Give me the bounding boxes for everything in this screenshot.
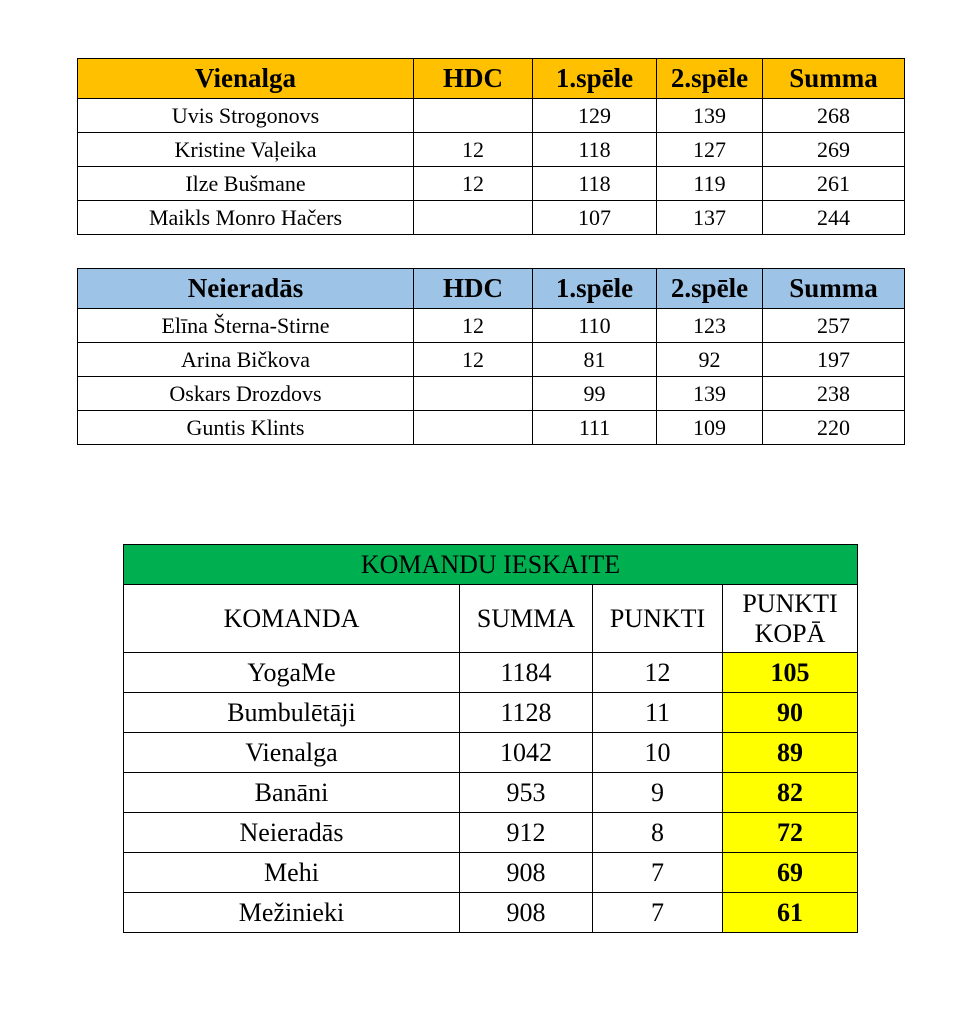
team-name: YogaMe	[124, 653, 460, 693]
table-row	[78, 133, 905, 167]
header-game2: 2.spēle	[657, 59, 763, 99]
player-name: Oskars Drozdovs	[78, 377, 414, 411]
table-row	[78, 411, 905, 445]
player-name: Ilze Bušmane	[78, 167, 414, 201]
player-hdc	[414, 99, 533, 133]
team-points: 7	[593, 893, 723, 933]
team-sum: 1042	[460, 733, 593, 773]
player-hdc	[414, 201, 533, 235]
team-name: Bumbulētāji	[124, 693, 460, 733]
table-row	[78, 343, 905, 377]
player-name: Elīna Šterna-Stirne	[78, 309, 414, 343]
player-sum: 257	[763, 309, 905, 343]
header-sum: Summa	[763, 269, 905, 309]
player-hdc	[414, 411, 533, 445]
table-row	[78, 99, 905, 133]
header-total-line1: PUNKTI	[742, 588, 838, 618]
player-game2: 137	[657, 201, 763, 235]
player-sum: 220	[763, 411, 905, 445]
standings-header-row	[124, 585, 858, 653]
header-points: PUNKTI	[593, 585, 723, 653]
team-table-vienalga	[77, 58, 905, 235]
team-total-points: 72	[723, 813, 858, 853]
team-total-points: 69	[723, 853, 858, 893]
player-game2: 109	[657, 411, 763, 445]
team-total-points: 90	[723, 693, 858, 733]
player-game1: 118	[533, 167, 657, 201]
team-name: Neieradās	[78, 269, 414, 309]
player-name: Guntis Klints	[78, 411, 414, 445]
header-team: KOMANDA	[124, 585, 460, 653]
table-row	[124, 693, 858, 733]
player-sum: 244	[763, 201, 905, 235]
team-points: 12	[593, 653, 723, 693]
team-name: Mežinieki	[124, 893, 460, 933]
player-hdc: 12	[414, 167, 533, 201]
team-points: 8	[593, 813, 723, 853]
player-game1: 110	[533, 309, 657, 343]
team-sum: 908	[460, 893, 593, 933]
player-name: Uvis Strogonovs	[78, 99, 414, 133]
team-header-row	[78, 59, 905, 99]
player-game2: 123	[657, 309, 763, 343]
player-sum: 197	[763, 343, 905, 377]
table-row	[124, 653, 858, 693]
player-hdc	[414, 377, 533, 411]
team-points: 10	[593, 733, 723, 773]
team-total-points: 89	[723, 733, 858, 773]
player-hdc: 12	[414, 133, 533, 167]
player-game2: 119	[657, 167, 763, 201]
player-game2: 92	[657, 343, 763, 377]
table-row	[124, 893, 858, 933]
team-name: Vienalga	[124, 733, 460, 773]
header-hdc: HDC	[414, 59, 533, 99]
team-name: Banāni	[124, 773, 460, 813]
table-row	[78, 377, 905, 411]
player-game1: 81	[533, 343, 657, 377]
team-sum: 1184	[460, 653, 593, 693]
header-hdc: HDC	[414, 269, 533, 309]
team-points: 11	[593, 693, 723, 733]
player-game2: 139	[657, 99, 763, 133]
header-total	[723, 585, 858, 653]
team-points: 9	[593, 773, 723, 813]
table-row	[78, 309, 905, 343]
player-name: Arina Bičkova	[78, 343, 414, 377]
table-row	[124, 853, 858, 893]
header-total-line2: KOPĀ	[754, 618, 826, 648]
table-row	[124, 733, 858, 773]
player-game1: 129	[533, 99, 657, 133]
header-game1: 1.spēle	[533, 269, 657, 309]
team-name: Neieradās	[124, 813, 460, 853]
team-points: 7	[593, 853, 723, 893]
player-name: Maikls Monro Hačers	[78, 201, 414, 235]
header-game2: 2.spēle	[657, 269, 763, 309]
team-header-row	[78, 269, 905, 309]
team-sum: 953	[460, 773, 593, 813]
team-name: Vienalga	[78, 59, 414, 99]
player-sum: 268	[763, 99, 905, 133]
table-row	[124, 813, 858, 853]
team-sum: 912	[460, 813, 593, 853]
table-row	[124, 773, 858, 813]
player-sum: 261	[763, 167, 905, 201]
team-sum: 908	[460, 853, 593, 893]
table-row	[78, 167, 905, 201]
standings-table	[123, 544, 858, 933]
table-row	[78, 201, 905, 235]
player-game1: 107	[533, 201, 657, 235]
player-hdc: 12	[414, 309, 533, 343]
player-game2: 139	[657, 377, 763, 411]
player-game1: 99	[533, 377, 657, 411]
player-name: Kristine Vaļeika	[78, 133, 414, 167]
team-name: Mehi	[124, 853, 460, 893]
standings-title: KOMANDU IESKAITE	[124, 545, 858, 585]
team-total-points: 82	[723, 773, 858, 813]
player-game1: 118	[533, 133, 657, 167]
header-sum: Summa	[763, 59, 905, 99]
header-sum: SUMMA	[460, 585, 593, 653]
team-total-points: 105	[723, 653, 858, 693]
player-game1: 111	[533, 411, 657, 445]
team-total-points: 61	[723, 893, 858, 933]
player-game2: 127	[657, 133, 763, 167]
player-hdc: 12	[414, 343, 533, 377]
player-sum: 269	[763, 133, 905, 167]
header-game1: 1.spēle	[533, 59, 657, 99]
team-table-neieradas	[77, 268, 905, 445]
team-sum: 1128	[460, 693, 593, 733]
player-sum: 238	[763, 377, 905, 411]
standings-title-row	[124, 545, 858, 585]
